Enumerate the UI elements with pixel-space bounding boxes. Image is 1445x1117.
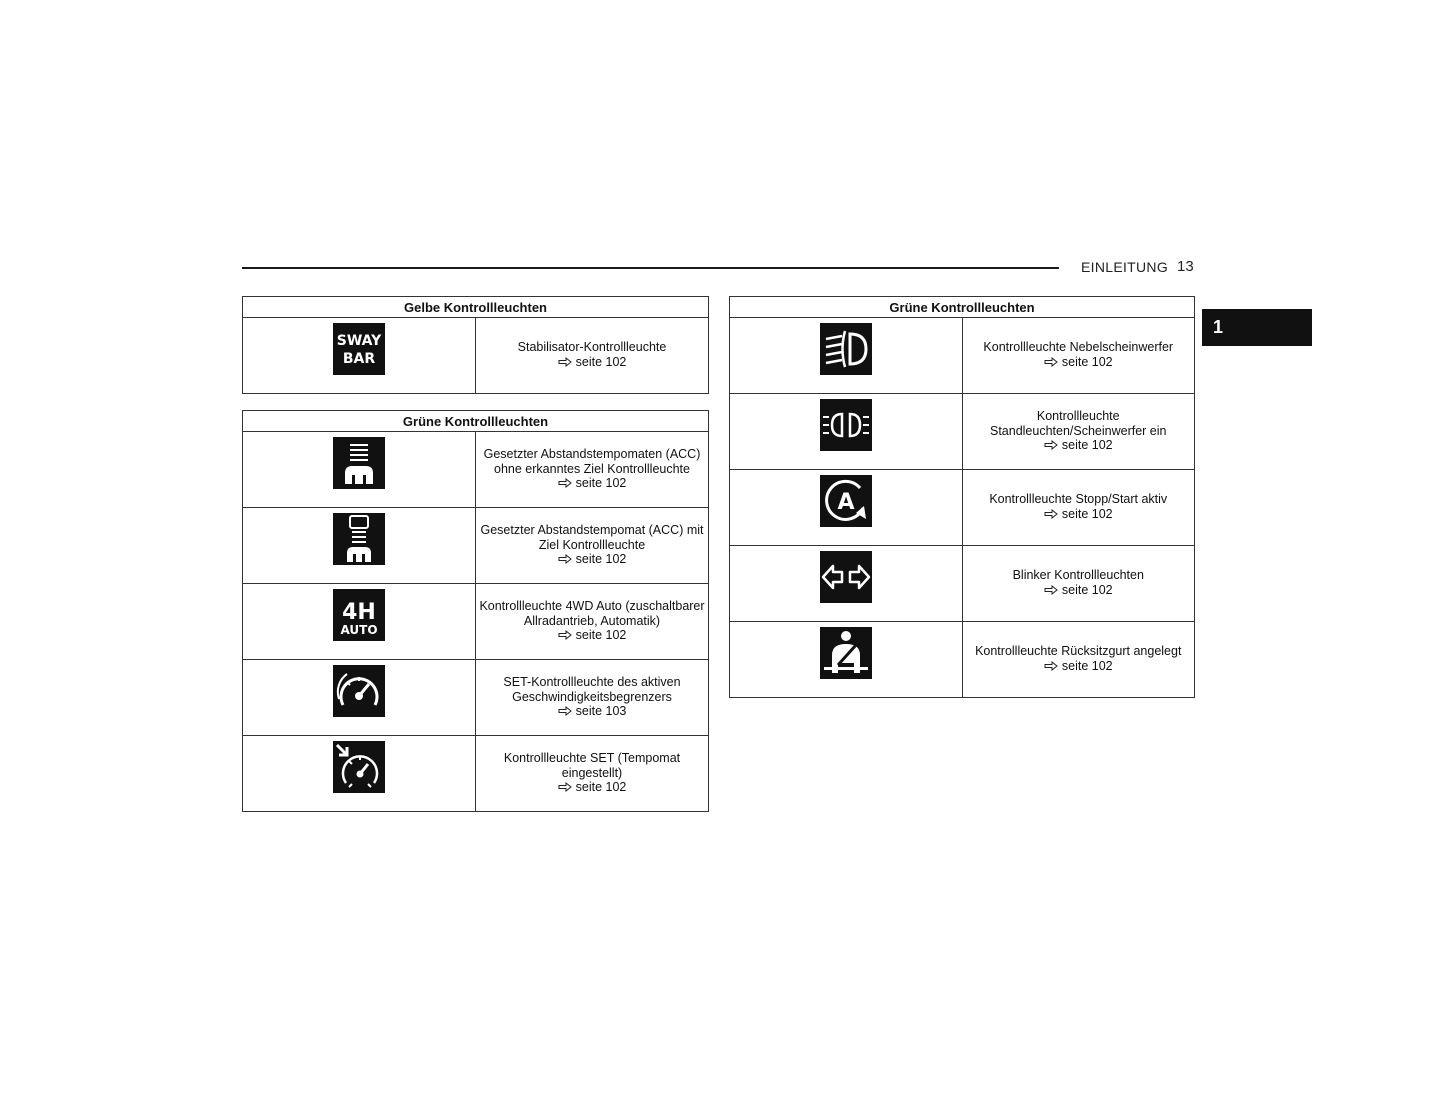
page-reference[interactable]: seite 102 [558, 552, 627, 567]
svg-text:A: A [837, 490, 855, 515]
table-row [730, 546, 1195, 622]
table-row [730, 622, 1195, 698]
svg-text:AUTO: AUTO [340, 623, 378, 637]
svg-text:SWAY: SWAY [336, 333, 382, 349]
table-row [243, 318, 709, 394]
row-description: Stabilisator-Kontrollleuchte [517, 340, 667, 355]
page-reference[interactable]: seite 102 [558, 628, 627, 643]
row-description: Gesetzter Abstandstempomat (ACC) mit Ziel Kontrollleuchte [480, 523, 704, 552]
page-number: 13 [1177, 258, 1194, 275]
table-row [243, 660, 709, 736]
arrow-icon [558, 357, 572, 367]
fog-light-icon [820, 323, 872, 375]
table-row [243, 508, 709, 584]
acc-no-target-icon [333, 437, 385, 489]
turn-signal-icon [820, 551, 872, 603]
table-row [243, 736, 709, 812]
cruise-set-icon [333, 741, 385, 793]
row-description: Blinker Kontrollleuchten [1012, 568, 1144, 583]
row-description: Kontrollleuchte Standleuchten/Scheinwerfer ein [989, 409, 1167, 438]
park-lights-icon [820, 399, 872, 451]
row-description: Kontrollleuchte 4WD Auto (zuschaltbarer Allradantrieb, Automatik) [479, 599, 705, 628]
row-description: Kontrollleuchte SET (Tempomat eingestellt) [503, 751, 681, 780]
4h-auto-icon [333, 589, 385, 641]
svg-text:4H: 4H [342, 600, 376, 625]
page-reference[interactable]: seite 102 [558, 476, 627, 491]
arrow-icon [1044, 509, 1058, 519]
page-reference[interactable]: seite 102 [1044, 355, 1113, 370]
arrow-icon [558, 782, 572, 792]
acc-target-icon [333, 513, 385, 565]
green-lights-table-right [729, 296, 1195, 698]
arrow-icon [1044, 357, 1058, 367]
page-reference[interactable]: seite 102 [1044, 507, 1113, 522]
row-description: Kontrollleuchte Stopp/Start aktiv [989, 492, 1168, 507]
arrow-icon [558, 554, 572, 564]
sway-bar-icon [333, 323, 385, 375]
chapter-number: 1 [1213, 317, 1224, 337]
yellow-lights-table [242, 296, 709, 394]
page-reference[interactable]: seite 102 [1044, 438, 1113, 453]
table-row [730, 470, 1195, 546]
arrow-icon [1044, 440, 1058, 450]
table-row [730, 318, 1195, 394]
arrow-icon [558, 630, 572, 640]
table-row [243, 432, 709, 508]
green-lights-table-left [242, 410, 709, 812]
rear-seatbelt-icon [820, 627, 872, 679]
page-reference[interactable]: seite 102 [558, 355, 627, 370]
svg-text:BAR: BAR [342, 351, 376, 367]
speed-limiter-icon [333, 665, 385, 717]
arrow-icon [558, 706, 572, 716]
page-reference[interactable]: seite 103 [558, 704, 627, 719]
row-description: Kontrollleuchte Rücksitzgurt angelegt [975, 644, 1182, 659]
page-reference[interactable]: seite 102 [558, 780, 627, 795]
table-row [243, 584, 709, 660]
table-row [730, 394, 1195, 470]
row-description: Gesetzter Abstandstempomaten (ACC) ohne erkanntes Ziel Kontrollleuchte [483, 447, 701, 476]
row-description: SET-Kontrollleuchte des aktiven Geschwindigkeitsbegrenzers [503, 675, 681, 704]
table-title: Grüne Kontrollleuchten [730, 297, 1195, 318]
header-rule [242, 267, 1059, 269]
chapter-tab [1202, 309, 1312, 346]
page-reference[interactable]: seite 102 [1044, 659, 1113, 674]
stop-start-icon [820, 475, 872, 527]
arrow-icon [558, 478, 572, 488]
arrow-icon [1044, 585, 1058, 595]
section-title: EINLEITUNG [1081, 259, 1169, 275]
row-description: Kontrollleuchte Nebelscheinwerfer [983, 340, 1174, 355]
page-reference[interactable]: seite 102 [1044, 583, 1113, 598]
table-title: Grüne Kontrollleuchten [243, 411, 709, 432]
arrow-icon [1044, 661, 1058, 671]
table-title: Gelbe Kontrollleuchten [243, 297, 709, 318]
